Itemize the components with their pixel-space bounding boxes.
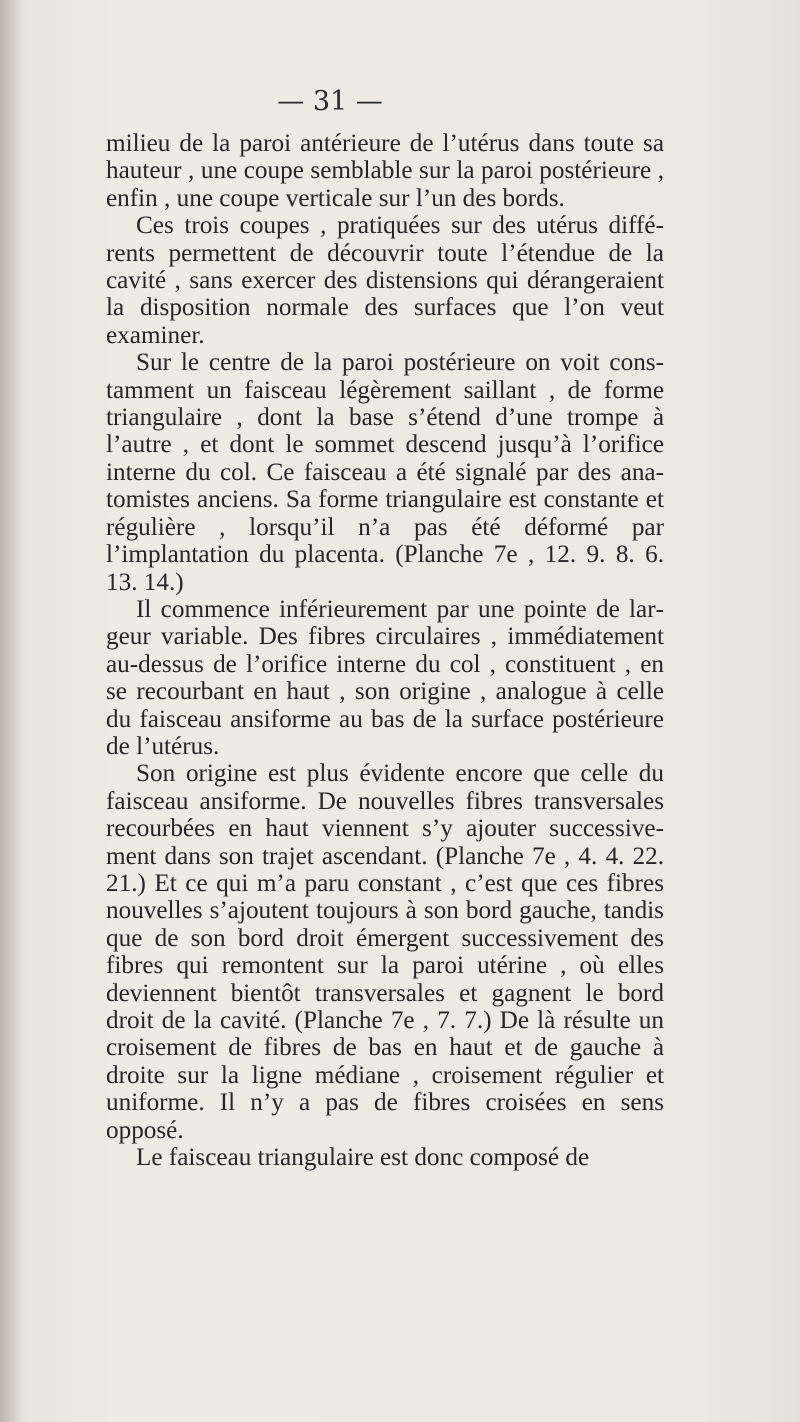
paragraph-2: Ces trois coupes , pratiquées sur des utérus différents permettent de découvrir toute l’étendue de la cavité , sans exercer des distensions qui dérangeraient la disposition normale des surfaces que l’on veut examiner. xyxy=(106,212,664,349)
body-text xyxy=(106,130,664,1171)
page-number: — 31 — xyxy=(277,86,383,117)
spine-shadow xyxy=(0,0,22,1422)
paragraph-5: Son origine est plus évidente encore que celle du faisceau ansiforme. De nouvelles fibres transversales recourbées en haut viennent s’y ajouter successivement dans son trajet ascendant. (Planche 7e , 4. 4. 22. 21.) Et ce qui m’a paru constant , c’est que ces fibres nouvelles s’ajoutent toujours à son bord gauche, tandis que de son bord droit émergent successivement des fibres qui remontent sur la paroi utérine , où elles deviennent bientôt transversales et gagnent le bord droit de la cavité. (Planche 7e , 7. 7.) De là résulte un croisement de fibres de bas en haut et de gauche à droite sur la ligne médiane , croisement régulier et uniforme. Il n’y a pas de fibres croisées en sens opposé. xyxy=(106,760,664,1144)
paragraph-4: Il commence inférieurement par une pointe de largeur variable. Des fibres circulaires , immédiatement au-dessus de l’orifice interne du col , constituent , en se recourbant en haut , son origine , analogue à celle du faisceau ansiforme au bas de la surface postérieure de l’utérus. xyxy=(106,595,664,760)
paragraph-1: milieu de la paroi antérieure de l’utérus dans toute sa hauteur , une coupe semblable sur la paroi postérieure , enfin , une coupe verticale sur l’un des bords. xyxy=(106,130,664,212)
paragraph-6: Le faisceau triangulaire est donc composé de xyxy=(136,1144,590,1172)
paragraph-3: Sur le centre de la paroi postérieure on voit constamment un faisceau légèrement saillant , de forme triangulaire , dont la base s’étend d’une trompe à l’autre , et dont le sommet descend jusqu’à l’orifice interne du col. Ce faisceau a été signalé par des anatomistes anciens. Sa forme triangulaire est constante et régulière , lorsqu’il n’a pas été déformé par l’implantation du placenta. (Planche 7e , 12. 9. 8. 6. 13. 14.) xyxy=(106,349,664,596)
